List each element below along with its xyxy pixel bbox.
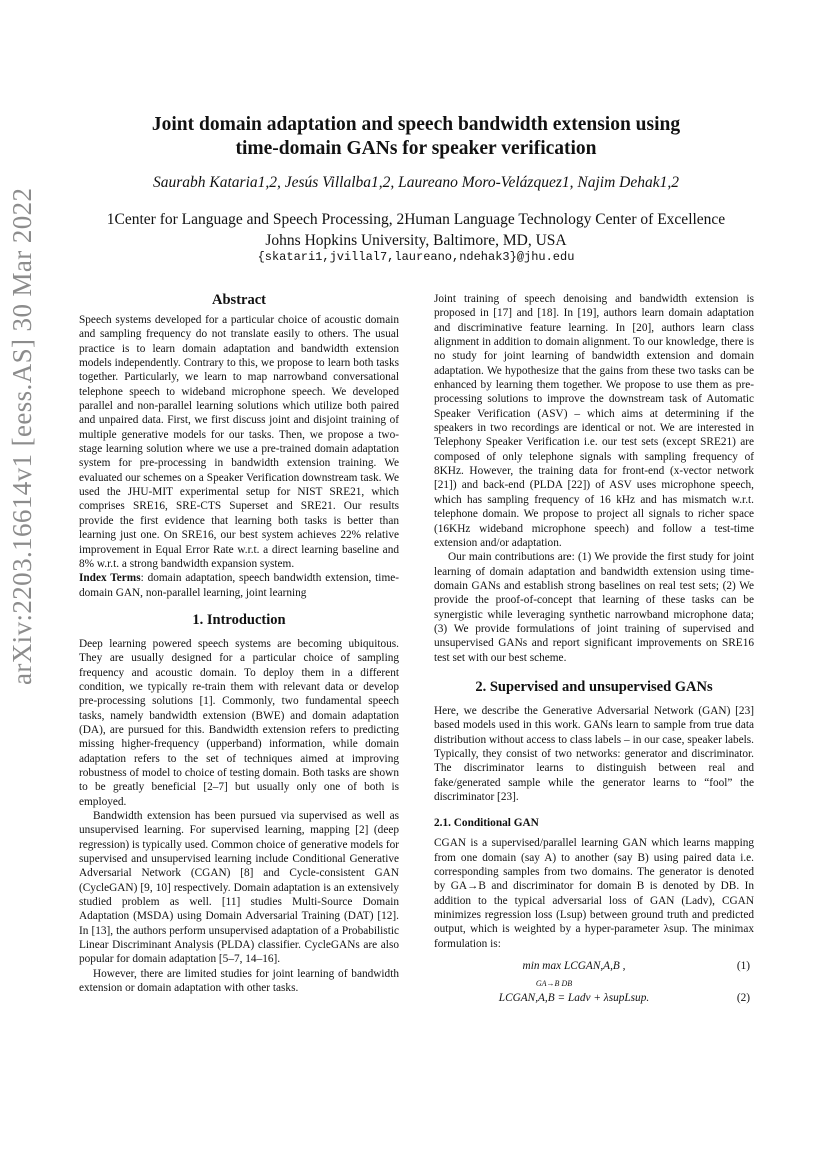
- abstract-text: Speech systems developed for a particular choice of acoustic domain and sampling frequency do not translate easily to others. The usual practice is to learn domain adaptation and bandwidth extension models independently. Contrary to this, we propose to learn both tasks together. Particularly, we learn to map narrowband conversational telephone speech to wideband microphone speech. We developed parallel and non-parallel learning solutions which utilize both paired and unpaired data. First, we first discuss joint and disjoint training of multiple generative models for our tasks. Then, we propose a two-stage learning solution where we use a pre-trained domain adaptation system for pre-processing in bandwidth extension training. We evaluated our schemes on a Speaker Verification downstream task. We used the JHU-MIT experimental setup for NIST SRE21, which comprises SRE16, SRE-CTS Superset and SRE21. Our results provide the first evidence that learning both tasks is better than learning just one. On SRE16, our best system achieves 22% relative improvement in Equal Error Rate w.r.t. a direct learning baseline and 8% w.r.t. a strong bandwidth expansion system.: [79, 314, 399, 570]
- intro-paragraph-1: Deep learning powered speech systems are becoming ubiquitous. They are usually designed for a particular choice of sampling frequency and acoustic domain. To deploy them in a different condition, we typically re-train them with relevant data or develop pre-processing solutions [1]. Commonly, two fundamental speech tasks, namely bandwidth extension (BWE) and domain adaptation (DA), are pursued for this. Bandwidth extension refers to predicting missing higher-frequency (upperband) information, while domain adaptation refers to the set of techniques aimed at improving robustness of model to choice of testing domain. Both tasks are shown to be greatly beneficial [2–7] but usually only one of both is employed.: [79, 637, 399, 808]
- index-terms-text: : domain adaptation, speech bandwidth extension, time-domain GAN, non-parallel learning, joint learning: [79, 572, 400, 599]
- equation-1: [434, 959, 754, 977]
- abstract-heading: Abstract: [212, 292, 266, 308]
- equation-1-subscript-text: GA→B DB: [535, 979, 573, 989]
- equation-2-body: LCGAN,A,B = Ladv + λsupLsup.: [498, 992, 650, 1005]
- arxiv-sidebar-stamp: arXiv:2203.16614v1 [eess.AS] 30 Mar 2022: [7, 187, 37, 685]
- contributions-paragraph: Our main contributions are: (1) We provide the first study for joint learning of domain adaptation and bandwidth extension using time-domain GANs and establish strong baselines on real test sets; (2) We provide the proof-of-concept that learning of these tasks can be synergistic while leveraging synthetic narrowband microphone data; (3) We provide formulations of joint training of supervised and unsupervised GANs and report significant improvements on SRE16 test set with our best scheme.: [434, 551, 754, 664]
- index-terms-label: Index Terms: [79, 572, 141, 585]
- intro-paragraph-2: Bandwidth extension has been pursued via supervised as well as unsupervised learning. For supervised learning, mapping [2] (deep regression) is typically used. Common choice of generative models for supervised and unsupervised learning include Conditional Generative Adversarial Network (CGAN) [8] and Cycle-consistent GAN (CycleGAN) [9, 10] respectively. Domain adaptation is an extensively studied problem as well. [11] studies Multi-Source Domain Adaptation (MSDA) using Domain Adversarial Training (DAT) [12]. In [13], the authors perform unsupervised adaptation of a Probabilistic Linear Discriminant Analysis (PLDA) classifier. CycleGANs are also popular for domain adaptation [5–7, 14–16].: [79, 810, 399, 966]
- section-2-paragraph: Here, we describe the Generative Adversarial Network (GAN) [23] based models used in this work. GANs learn to sample from true data distribution without access to class labels – in our case, speaker labels. Typically, they consist of two networks: generator and discriminator. The discriminator learns to distinguish between real and fake/generated sample while the generator learns to “fool” the discriminator [23].: [434, 704, 754, 803]
- intro-paragraph-3: However, there are limited studies for joint learning of bandwidth extension or domain adaptation with other tasks.: [79, 967, 399, 995]
- author-list: Saurabh Kataria1,2, Jesús Villalba1,2, Laureano Moro-Velázquez1, Najim Dehak1,2: [153, 174, 679, 191]
- equation-1-body: min max LCGAN,A,B ,: [522, 960, 626, 973]
- cgan-paragraph: CGAN is a supervised/parallel learning GAN which learns mapping from one domain (say A) to another (say B) using paired data i.e. corresponding samples from two domains. The generator is denoted by GA→B and discriminator for domain B is denoted by DB. In addition to the typical adversarial loss of GAN (Ladv), CGAN minimizes regression loss (Lsup) between ground truth and predicted output, which is weighted by a hyper-parameter λsup. The minimax formulation is:: [434, 837, 754, 950]
- title-line-1: Joint domain adaptation and speech bandwidth extension using: [151, 114, 681, 135]
- affiliation-line-1: 1Center for Language and Speech Processing, 2Human Language Technology Center of Excellence: [106, 211, 726, 228]
- index-terms: [79, 571, 399, 600]
- author-emails: {skatari1,jvillal7,laureano,ndehak3}@jhu.edu: [257, 250, 575, 264]
- subsection-2-1-heading: 2.1. Conditional GAN: [434, 817, 539, 830]
- left-column: [79, 292, 399, 995]
- equation-1-number: (1): [736, 960, 750, 973]
- right-column: [434, 292, 754, 1009]
- equation-1-subscripts: [434, 977, 754, 991]
- paper-title: [80, 113, 752, 161]
- right-paragraph-1: Joint training of speech denoising and bandwidth extension is proposed in [17] and [18]. In [19], authors learn domain adaptation and discriminative feature learning. In [20], authors learn class alignment in addition to domain alignment. To our knowledge, there is no study for joint learning of bandwidth extension and domain adaptation. We hypothesize that the gains from these two tasks can be enhanced by learning them together. We propose to use them as pre-processing solutions to improve the downstream task of Automatic Speaker Verification (ASV) – which aims at determining if the speakers in two recordings are identical or not. We are interested in Telephony Speaker Verification i.e. our test sets (except SRE21) are composed of only telephone signals with sampling frequency of 8KHz. However, the training data for front-end (x-vector network [21]) and back-end (PLDA [22]) of ASV uses microphone speech, which has sampling frequency of 16 kHz and has mismatch w.r.t. telephone domain. We propose to project all signals to richer space (16KHz wideband microphone speech) and follow a test-time extension and/or adaptation.: [434, 293, 754, 549]
- equation-2: [434, 991, 754, 1009]
- title-line-2: time-domain GANs for speaker verification: [235, 138, 597, 159]
- section-2-heading: 2. Supervised and unsupervised GANs: [475, 678, 713, 695]
- affiliations: [60, 209, 772, 251]
- section-1-heading: 1. Introduction: [192, 611, 286, 628]
- affiliation-line-2: Johns Hopkins University, Baltimore, MD, USA: [265, 232, 567, 249]
- equation-2-number: (2): [736, 992, 750, 1005]
